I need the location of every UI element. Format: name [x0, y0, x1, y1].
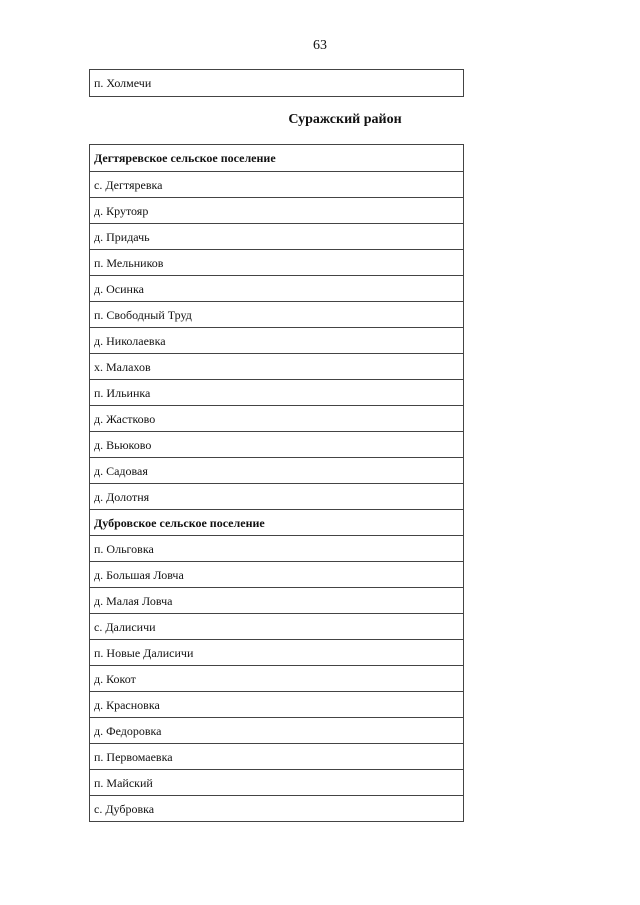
table-section-header: Дубровское сельское поселение [90, 509, 463, 535]
table-row: д. Красновка [90, 691, 463, 717]
district-title: Суражский район [288, 112, 402, 127]
table-row: д. Большая Ловча [90, 561, 463, 587]
table-row: п. Ильинка [90, 379, 463, 405]
table-row: д. Николаевка [90, 327, 463, 353]
table-row: д. Малая Ловча [90, 587, 463, 613]
table-row: п. Новые Далисичи [90, 639, 463, 665]
table-row: п. Майский [90, 769, 463, 795]
table-row: п. Ольговка [90, 535, 463, 561]
table-row: п. Мельников [90, 249, 463, 275]
table-row: д. Долотня [90, 483, 463, 509]
top-table [89, 69, 464, 97]
table-row: п. Холмечи [94, 76, 152, 90]
table-row: п. Первомаевка [90, 743, 463, 769]
table-row: с. Далисичи [90, 613, 463, 639]
table-row: п. Свободный Труд [90, 301, 463, 327]
table-row: д. Вьюково [90, 431, 463, 457]
table-row: д. Придачь [90, 223, 463, 249]
table-row: с. Дубровка [90, 795, 463, 821]
table-row: д. Кокот [90, 665, 463, 691]
table-row: д. Федоровка [90, 717, 463, 743]
page-number: 63 [313, 38, 327, 53]
table-row: д. Садовая [90, 457, 463, 483]
table-row: с. Дегтяревка [90, 171, 463, 197]
table-section-header: Дегтяревское сельское поселение [94, 151, 276, 165]
table-row: д. Жастково [90, 405, 463, 431]
table-row: х. Малахов [90, 353, 463, 379]
table-row: д. Крутояр [90, 197, 463, 223]
settlements-table [89, 144, 464, 822]
table-row: д. Осинка [90, 275, 463, 301]
